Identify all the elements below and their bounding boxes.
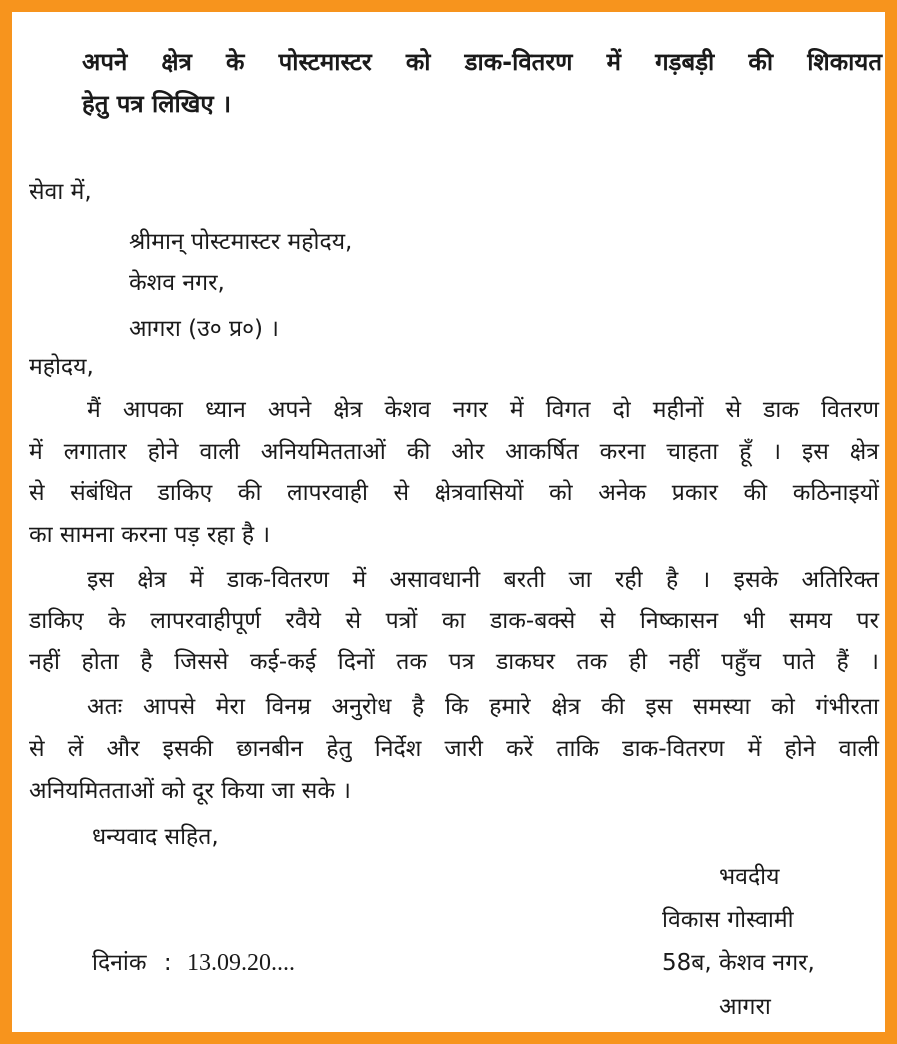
letter-document xyxy=(12,12,885,1032)
signature-address-1: 58ब, केशव नगर, xyxy=(662,950,815,976)
signature-yours: भवदीय xyxy=(719,864,780,890)
para2-line-3: नहीं होता है जिससे कई-कई दिनों तक पत्र डाकघर तक ही नहीं पहुँच पाते हैं । xyxy=(29,649,879,675)
para1-line-3: से संबंधित डाकिए की लापरवाही से क्षेत्रवासियों को अनेक प्रकार की कठिनाइयों xyxy=(29,480,879,506)
date-label: दिनांक xyxy=(92,950,147,976)
date-value: 13.09.20.... xyxy=(186,950,295,976)
title-line-2: हेतु पत्र लिखिए । xyxy=(82,90,232,118)
date-separator: : xyxy=(163,950,172,976)
para1-line-2: में लगातार होने वाली अनियमितताओं की ओर आकर्षित करना चाहता हूँ । इस क्षेत्र xyxy=(29,439,879,465)
para1-line-1: मैं आपका ध्यान अपने क्षेत्र केशव नगर में विगत दो महीनों से डाक वितरण xyxy=(87,397,879,423)
date-line xyxy=(92,948,295,978)
para3-line-1: अतः आपसे मेरा विनम्र अनुरोध है कि हमारे क्षेत्र की इस समस्या को गंभीरता xyxy=(87,694,879,720)
signature-address-2: आगरा xyxy=(719,994,771,1020)
salutation-to: सेवा में, xyxy=(29,179,92,205)
para3-line-2: से लें और इसकी छानबीन हेतु निर्देश जारी करें ताकि डाक-वितरण में होने वाली xyxy=(29,736,879,762)
title-line-1: अपने क्षेत्र के पोस्टमास्टर को डाक-वितरण में गड़बड़ी की शिकायत xyxy=(82,48,882,76)
para2-line-2: डाकिए के लापरवाहीपूर्ण रवैये से पत्रों का डाक-बक्से से निष्कासन भी समय पर xyxy=(29,608,879,634)
address-line-3: आगरा (उ० प्र०) । xyxy=(129,316,280,342)
para2-line-1: इस क्षेत्र में डाक-वितरण में असावधानी बरती जा रही है । इसके अतिरिक्त xyxy=(87,567,879,593)
para1-line-4: का सामना करना पड़ रहा है । xyxy=(29,522,271,548)
signature-name: विकास गोस्वामी xyxy=(662,907,794,933)
para3-line-3: अनियमितताओं को दूर किया जा सके । xyxy=(29,778,352,804)
greeting: महोदय, xyxy=(29,354,94,380)
address-line-1: श्रीमान् पोस्टमास्टर महोदय, xyxy=(129,229,353,255)
closing: धन्यवाद सहित, xyxy=(92,824,219,850)
address-line-2: केशव नगर, xyxy=(129,270,225,296)
